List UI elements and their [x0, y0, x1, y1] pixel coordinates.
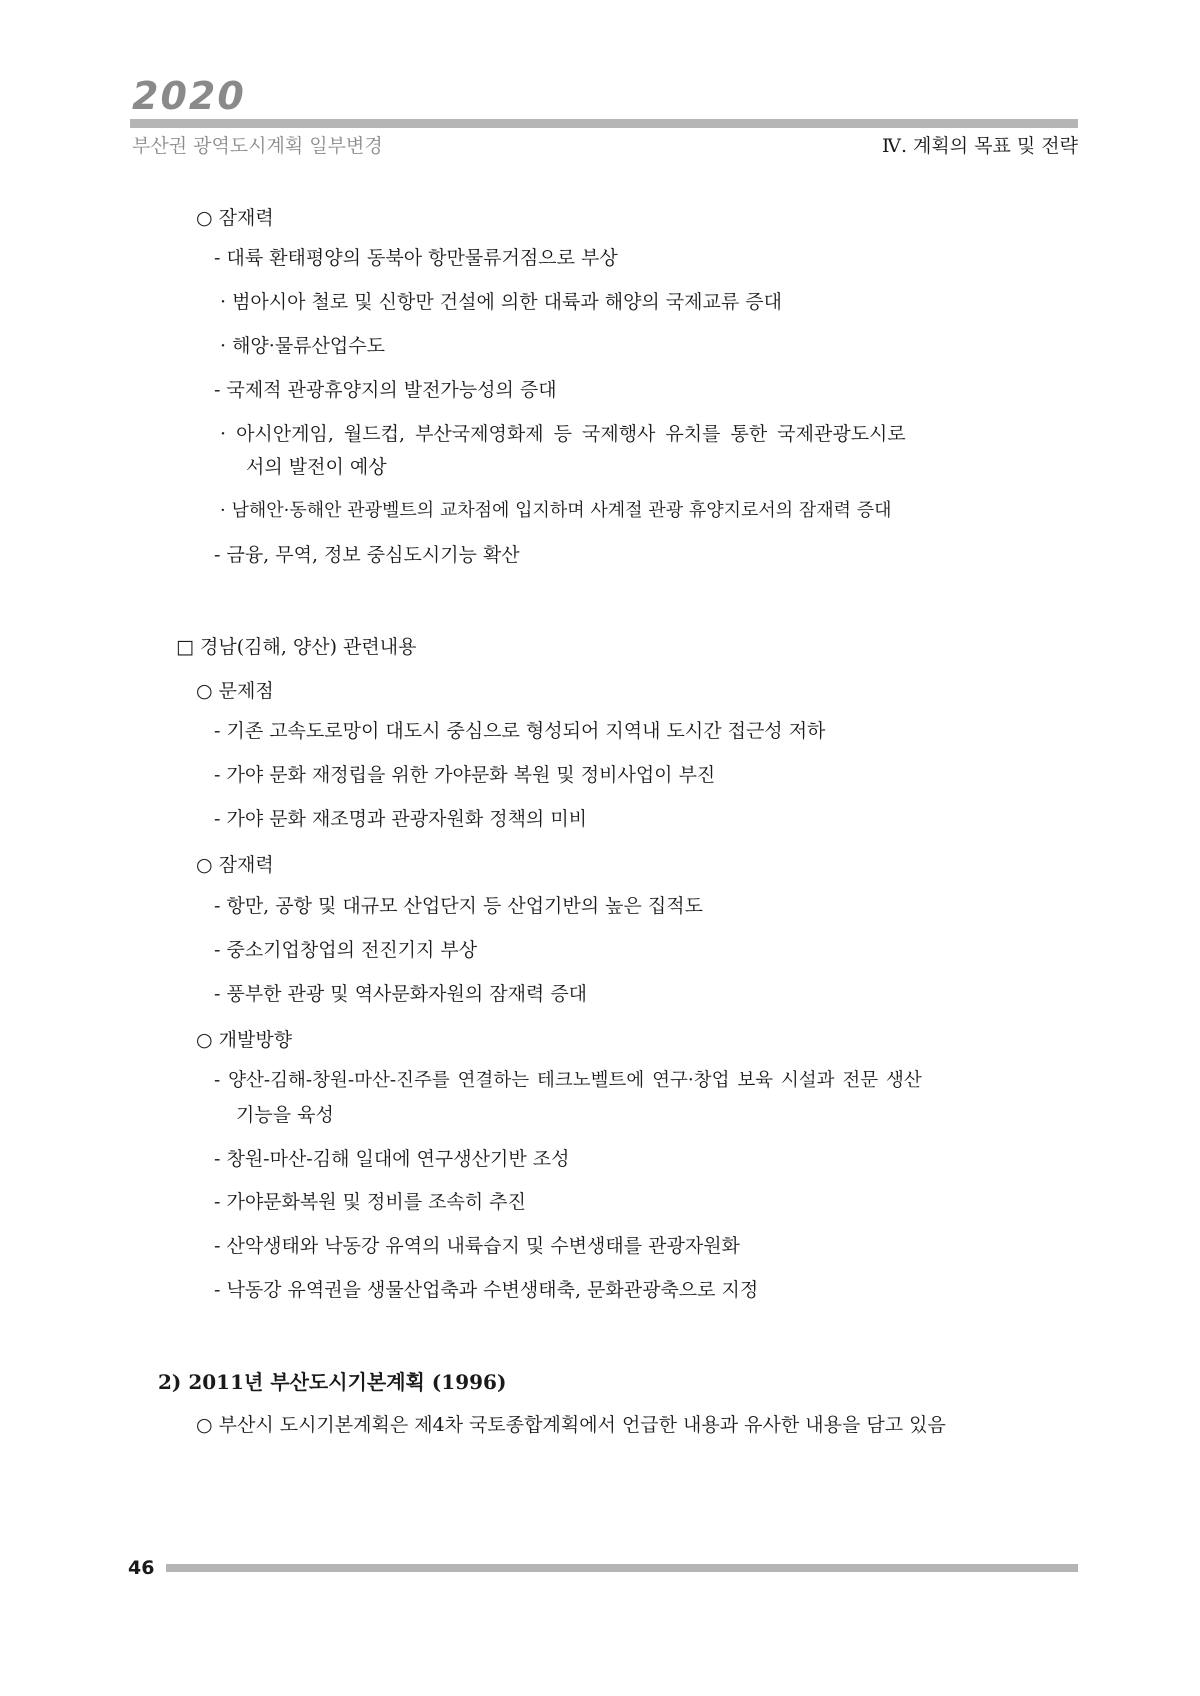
- document-year: 2020: [132, 74, 246, 118]
- document-title: 부산권 광역도시계획 일부변경: [132, 135, 383, 157]
- header-rule: [130, 119, 1078, 128]
- list-item: - 기존 고속도로망이 대도시 중심으로 형성되어 지역내 도시간 접근성 저하: [214, 720, 826, 742]
- list-item: - 가야 문화 재조명과 관광자원화 정책의 미비: [214, 808, 588, 830]
- list-item: - 창원-마산-김해 일대에 연구생산기반 조성: [214, 1148, 570, 1170]
- list-item: - 산악생태와 낙동강 유역의 내륙습지 및 수변생태를 관광자원화: [214, 1235, 740, 1257]
- list-item-continuation: 기능을 육성: [236, 1104, 334, 1126]
- list-item: - 가야 문화 재정립을 위한 가야문화 복원 및 정비사업이 부진: [214, 764, 716, 786]
- page-number: 46: [128, 1557, 155, 1579]
- list-item: · 범아시아 철로 및 신항만 건설에 의한 대륙과 해양의 국제교류 증대: [220, 291, 782, 313]
- list-item: · 남해안·동해안 관광벨트의 교차점에 입지하며 사계절 관광 휴양지로서의 잠재력 증대: [220, 500, 892, 521]
- list-item: · 아시안게임, 월드컵, 부산국제영화제 등 국제행사 유치를 통한 국제관광도시로: [220, 423, 906, 445]
- bullet-direction-heading: ○ 개발방향: [196, 1029, 293, 1051]
- list-item: - 중소기업창업의 전진기지 부상: [214, 939, 478, 961]
- list-item: - 국제적 관광휴양지의 발전가능성의 증대: [214, 379, 557, 401]
- list-item-continuation: 서의 발전이 예상: [246, 456, 387, 478]
- chapter-title: Ⅳ. 계획의 목표 및 전략: [881, 135, 1078, 157]
- list-item: - 가야문화복원 및 정비를 조속히 추진: [214, 1191, 526, 1213]
- list-item: ○ 부산시 도시기본계획은 제4차 국토종합계획에서 언급한 내용과 유사한 내용을 담고 있음: [196, 1414, 946, 1436]
- bullet-problems-heading: ○ 문제점: [196, 680, 274, 702]
- section-heading-gyeongnam: □ 경남(김해, 양산) 관련내용: [176, 636, 417, 658]
- bullet-potential-heading: ○ 잠재력: [196, 854, 274, 876]
- list-item: - 풍부한 관광 및 역사문화자원의 잠재력 증대: [214, 983, 588, 1005]
- footer-rule: [166, 1564, 1078, 1572]
- section-heading-2011-plan: 2) 2011년 부산도시기본계획 (1996): [158, 1370, 507, 1394]
- list-item: - 낙동강 유역권을 생물산업축과 수변생태축, 문화관광축으로 지정: [214, 1279, 759, 1301]
- list-item: - 양산-김해-창원-마산-진주를 연결하는 테크노벨트에 연구·창업 보육 시설과 전문 생산: [214, 1070, 922, 1091]
- list-item: - 금융, 무역, 정보 중심도시기능 확산: [214, 544, 520, 566]
- bullet-potential-heading: ○ 잠재력: [196, 207, 274, 229]
- list-item: - 대륙 환태평양의 동북아 항만물류거점으로 부상: [214, 247, 618, 269]
- list-item: · 해양·물류산업수도: [220, 335, 385, 357]
- list-item: - 항만, 공항 및 대규모 산업단지 등 산업기반의 높은 집적도: [214, 895, 703, 917]
